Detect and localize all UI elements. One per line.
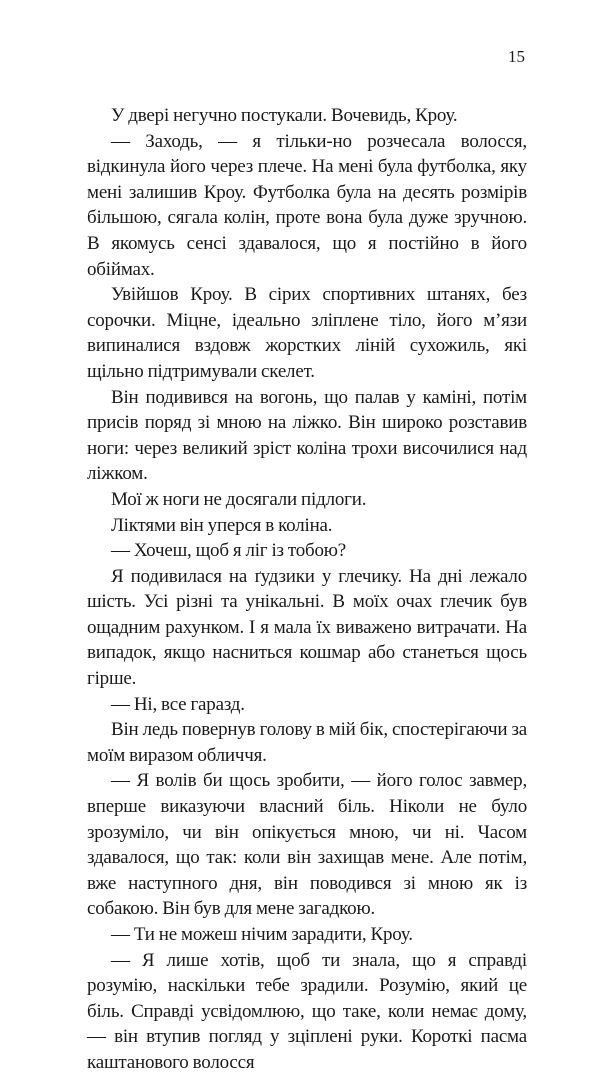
paragraph: Він ледь повернув голову в мій бік, спостерігаючи за моїм виразом обличчя. (87, 719, 527, 766)
paragraph: У двері негучно постукали. Вочевидь, Кроу. (111, 105, 458, 126)
paragraph: — Я лише хотів, щоб ти знала, що я справді розумію, наскільки тебе зрадили. Розумію, який це біль. Справді усвідомлюю, що таке, коли немає дому, — він втупив погляд у зціплені руки. Короткі пасма каштанового волосся (87, 949, 527, 1073)
paragraph: — Я волів би щось зробити, — його голос завмер, вперше виказуючи власний біль. Ніколи не було зрозуміло, чи він опікується мною, чи ні. Часом здавалося, що так: коли він захищав мене. Але потім, вже наступного дня, він поводився зі мною як із собакою. Він був для мене загадкою. (87, 770, 527, 920)
paragraph: — Ти не можеш нічим зарадити, Кроу. (111, 924, 413, 945)
page-number: 15 (508, 47, 525, 66)
paragraph: — Хочеш, щоб я ліг із тобою? (111, 540, 347, 562)
paragraph: Увійшов Кроу. В сірих спортивних штанях, без сорочки. Міцне, ідеально зліплене тіло, його м’язи випиналися вздовж жорстких ліній сухожиль, які щільно підтримували скелет. (87, 284, 527, 382)
paragraph: Він подивився на вогонь, що палав у каміні, потім присів поряд зі мною на ліжко. Він широко розставив ноги: через великий зріст коліна трохи височилися над ліжком. (87, 386, 527, 485)
paragraph: Ліктями він уперся в коліна. (111, 514, 333, 536)
paragraph: — Заходь, — я тільки-но розчесала волосся, відкинула його через плече. На мені була футболка, яку мені залишив Кроу. Футболка була на десять розмірів більшою, сягала колін, проте вона була дуже зручною. В якомусь сенсі здавалося, що я постійно в його обіймах. (87, 130, 527, 280)
paragraph: Мої ж ноги не досягали підлоги. (111, 488, 367, 510)
body-text (87, 103, 527, 1076)
paragraph: — Ні, все гаразд. (111, 693, 245, 715)
paragraph: Я подивилася на ґудзики у глечику. На дні лежало шість. Усі різні та унікальні. В моїх очах глечик був ощадним рахунком. І я мала їх виважено витрачати. На випадок, якщо насниться кошмар або станеться щось гірше. (87, 565, 527, 690)
